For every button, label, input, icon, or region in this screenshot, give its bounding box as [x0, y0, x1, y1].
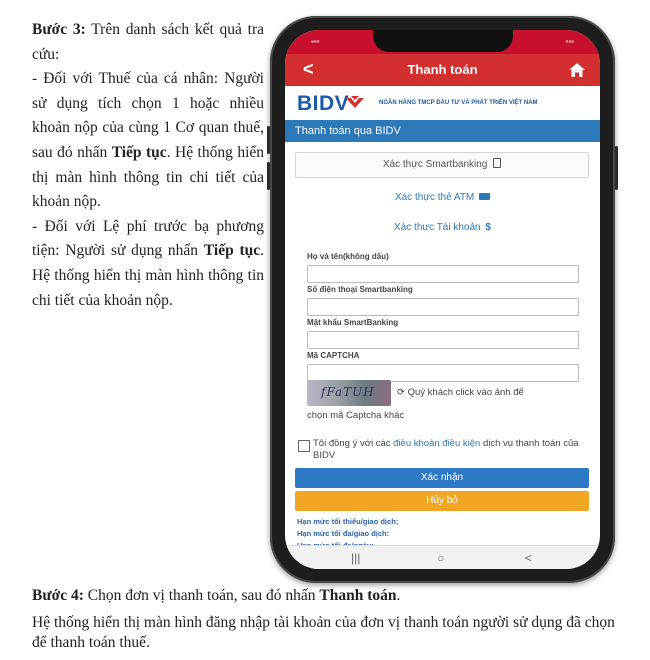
step3-tiep-tuc-2: Tiếp tục: [203, 242, 261, 260]
step3-tiep-tuc-1: Tiếp tục: [111, 143, 167, 161]
card-icon: [479, 193, 490, 200]
captcha-label: Mã CAPTCHA: [307, 351, 360, 360]
phone-device-icon: [493, 158, 501, 168]
name-label: Họ và tên(không dấu): [307, 252, 389, 261]
phone-mockup: [270, 16, 615, 583]
password-input[interactable]: [307, 331, 579, 349]
step4-action: Thanh toán: [319, 587, 397, 604]
auth-account-button[interactable]: [285, 222, 600, 233]
step4-text-a: Chọn đơn vị thanh toán, sau đó nhấn: [87, 587, 316, 604]
phone-screen: [285, 30, 600, 569]
auth-atm-label: Xác thực thẻ ATM: [394, 192, 475, 203]
step4-paragraph: Hệ thống hiển thị màn hình đăng nhập tài khoản của đơn vị thanh toán người sử dụng đã chọn để thanh toán thuế.: [32, 614, 615, 651]
app-bar: [285, 54, 600, 86]
bidv-logo: BIDV: [297, 92, 350, 115]
password-label: Mật khẩu SmartBanking: [307, 318, 399, 327]
status-time-icon: ▪▪▪: [311, 37, 320, 46]
step3-para1-b: . Hệ thống hiển thị màn hình thông tin chi tiết của khoản nộp.: [32, 143, 265, 211]
home-icon[interactable]: [568, 61, 586, 79]
nav-back-icon[interactable]: <: [525, 551, 533, 565]
step4-text: [32, 586, 632, 660]
step3-text: [32, 18, 264, 313]
volume-down-button: [267, 162, 270, 190]
step4-text-b: .: [396, 587, 401, 604]
recent-apps-icon[interactable]: |||: [351, 551, 361, 565]
phone-number-input[interactable]: [307, 298, 579, 316]
section-title: Thanh toán qua BIDV: [295, 125, 401, 137]
terms-link[interactable]: điều khoản điều kiện: [393, 438, 481, 449]
auth-smartbanking-label: Xác thực Smartbanking: [382, 159, 488, 170]
app-bar-title: Thanh toán: [407, 62, 478, 77]
name-input[interactable]: [307, 265, 579, 283]
captcha-hint-line2: chọn mã Captcha khác: [307, 410, 405, 421]
auth-smartbanking-button[interactable]: [295, 152, 589, 178]
confirm-button[interactable]: Xác nhận: [295, 468, 589, 488]
auth-account-label: Xác thực Tài khoản: [394, 222, 481, 233]
agree-text: [313, 438, 583, 462]
power-button: [615, 146, 618, 190]
status-signal-icon: ▪▪▪: [565, 37, 574, 46]
bank-full-name: NGÂN HÀNG TMCP ĐẦU TƯ VÀ PHÁT TRIỂN VIỆT NAM: [379, 100, 538, 106]
captcha-hint-text: Quý khách click vào ảnh để: [407, 387, 524, 398]
agree-checkbox[interactable]: [298, 440, 310, 452]
step3-para2-b: . Hệ thống hiển thị màn hình thông tin chi tiết của khoản nộp.: [32, 242, 265, 309]
android-nav-bar: [285, 545, 600, 569]
auth-atm-button[interactable]: [285, 192, 600, 203]
section-bar: [285, 120, 600, 142]
step4-heading: Bước 4:: [32, 587, 84, 604]
step3-para1-a: - Đối với Thuế của cá nhân: Người sử dụng tích chọn 1 hoặc nhiều khoản nộp của cùng 1 Cơ quan thuế, sau đó nhấn: [32, 70, 264, 161]
captcha-refresh-hint: [397, 387, 524, 398]
phone-number-label: Số điện thoại Smartbanking: [307, 285, 413, 294]
bidv-mark-icon: [345, 95, 365, 111]
phone-notch: [373, 30, 513, 52]
volume-up-button: [267, 126, 270, 154]
captcha-image[interactable]: [307, 380, 391, 406]
limit-min: Hạn mức tối thiểu/giao dịch:: [297, 517, 399, 526]
back-icon[interactable]: <: [303, 59, 314, 79]
step3-intro: Trên danh sách kết quả tra cứu:: [32, 21, 264, 63]
limit-max-transaction: Hạn mức tối đa/giao dịch:: [297, 529, 390, 538]
cancel-button[interactable]: Hủy bỏ: [295, 491, 589, 511]
dollar-icon: $: [485, 222, 491, 233]
agree-suffix: dịch vụ thanh toán của BIDV: [313, 438, 579, 461]
step3-para2-a: - Đối với Lệ phí trước bạ phương tiện: Người sử dụng nhấn: [32, 217, 264, 260]
home-circle-icon[interactable]: ○: [437, 551, 445, 565]
bank-header: [285, 88, 600, 118]
captcha-text: fFaTUH: [321, 385, 375, 399]
agree-prefix: Tôi đồng ý với các: [313, 438, 391, 449]
step3-heading: Bước 3:: [32, 21, 86, 38]
refresh-icon: ⟳: [397, 387, 405, 398]
